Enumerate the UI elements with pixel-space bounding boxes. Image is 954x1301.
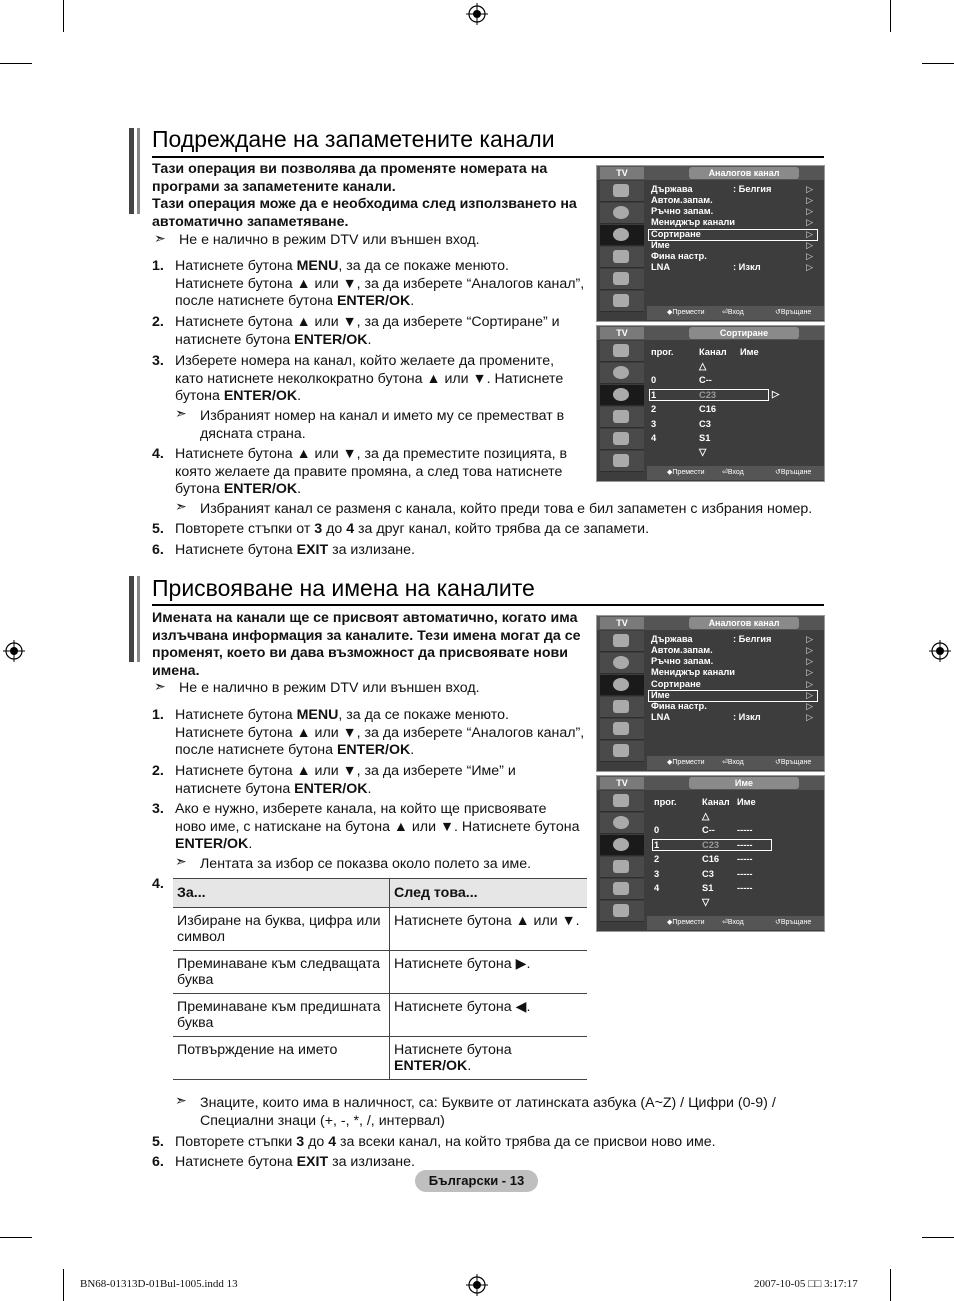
arrow-right-icon: ▷ (806, 645, 813, 655)
menu-item[interactable]: Ръчно запам. (651, 206, 714, 216)
channel-icon (600, 225, 644, 246)
channel-value: C16 (699, 404, 717, 414)
section-1-heading: Подреждане на запаметените канали (152, 126, 555, 152)
key-operations-table (173, 878, 587, 1080)
channel-value: C16 (702, 854, 720, 864)
name-value: ----- (737, 869, 753, 879)
step-number: 5. (152, 1134, 164, 1150)
prog-number: 0 (654, 825, 660, 835)
arrow-right-icon: ▷ (806, 195, 813, 205)
menu-item[interactable]: Държава : Белгия (651, 634, 772, 644)
support-icon (600, 451, 644, 472)
note-arrow-icon: ➣ (175, 498, 187, 514)
table-cell: Преминаване към предишната буква (173, 994, 390, 1037)
arrow-right-icon: ▷ (772, 389, 780, 399)
note-text: Избраният номер на канал и името му се преместват в дясната страна. (200, 408, 565, 442)
prog-number: 4 (651, 433, 657, 443)
tv-menu-analog-channel (596, 165, 825, 322)
step-2: Натиснете бутона ▲ или ▼, за да изберете “Име” и натиснете бутона ENTER/OK. (175, 763, 516, 797)
section-bar (129, 576, 134, 662)
menu-item[interactable]: LNA : Изкл (651, 262, 761, 272)
section-bar (137, 128, 140, 214)
input-icon (600, 879, 644, 900)
menu-item[interactable]: Автом.запам. (651, 645, 713, 655)
column-header-channel: Канал (699, 347, 727, 357)
intro-text: Тази операция ви позволява да променяте номерата на програми за запаметените канали. (152, 161, 548, 195)
arrow-right-icon: ▷ (806, 184, 813, 194)
note-arrow-icon: ➣ (154, 678, 166, 694)
arrow-right-icon: ▷ (806, 656, 813, 666)
menu-footer: ◆ Премести ⏎ Вход ↺ Връщане (647, 306, 824, 320)
setup-icon (600, 857, 644, 878)
step-3: Изберете номера на канал, който желаете да промените, като натиснете неколкократно бутона ▲ или ▼. Натиснете бутона ENTER/OK. (175, 353, 564, 404)
selection-highlight (649, 389, 769, 401)
menu-item[interactable]: Име (651, 690, 670, 700)
tv-label: TV (600, 777, 644, 789)
channel-icon (600, 835, 644, 856)
step-5: Повторете стъпки от 3 до 4 за друг канал, който трябва да се запамети. (175, 521, 650, 537)
arrow-right-icon: ▷ (806, 229, 813, 239)
prog-number: 2 (651, 404, 657, 414)
menu-item[interactable]: Държава : Белгия (651, 184, 772, 194)
crop-mark (0, 1237, 32, 1238)
section-bar (129, 128, 134, 214)
crop-mark (922, 63, 954, 64)
input-icon (600, 719, 644, 740)
section-2-heading: Присвояване на имена на каналите (152, 575, 535, 601)
registration-mark-icon (466, 3, 488, 25)
arrow-right-icon: ▷ (806, 634, 813, 644)
picture-icon (600, 631, 644, 652)
support-icon (600, 291, 644, 312)
crop-mark (63, 0, 64, 32)
sound-icon (600, 653, 644, 674)
crop-mark (922, 1237, 954, 1238)
page-number-label: Български - 13 (415, 1170, 538, 1192)
arrow-right-icon: ▷ (806, 240, 813, 250)
table-cell: Избиране на буква, цифра или символ (173, 908, 390, 951)
scroll-up-icon[interactable]: △ (699, 361, 707, 371)
step-number: 1. (152, 707, 164, 723)
channel-icon (600, 675, 644, 696)
sound-icon (600, 363, 644, 384)
menu-item[interactable]: Мениджър канали (651, 667, 736, 677)
menu-title: Аналогов канал (689, 617, 799, 629)
menu-item[interactable]: Фина настр. (651, 251, 707, 261)
channel-value: C3 (702, 869, 714, 879)
scroll-up-icon[interactable]: △ (702, 811, 710, 821)
tv-menu-name (596, 775, 825, 932)
tv-label: TV (600, 327, 644, 339)
step-3: Ако е нужно, изберете канала, на който ще присвоявате ново име, с натискане на бутона ▲ или ▼. Натиснете бутона ENTER/OK. (175, 801, 580, 852)
name-value: ----- (737, 883, 753, 893)
note-arrow-icon: ➣ (175, 853, 187, 869)
note-text: Лентата за избор се показва около полето за име. (200, 856, 532, 872)
tv-label: TV (600, 167, 644, 179)
step-number: 3. (152, 801, 164, 817)
step-number: 2. (152, 763, 164, 779)
menu-title: Аналогов канал (689, 167, 799, 179)
prog-number: 0 (651, 375, 657, 385)
table-header: За... (173, 879, 390, 908)
prog-number: 3 (654, 869, 660, 879)
crop-mark (0, 63, 32, 64)
prog-number: 4 (654, 883, 660, 893)
note-text: Избраният канал се разменя с канала, който преди това е бил запаметен с избрания номер. (200, 501, 813, 517)
column-header-name: Име (740, 347, 759, 357)
input-icon (600, 429, 644, 450)
table-cell: Натиснете бутона ENTER/OK. (390, 1037, 588, 1080)
channel-value: S1 (699, 433, 711, 443)
name-value: ----- (737, 825, 753, 835)
table-row (173, 951, 587, 994)
tv-menu-analog-channel (596, 615, 825, 772)
registration-mark-icon (3, 640, 25, 662)
arrow-right-icon: ▷ (806, 667, 813, 677)
menu-footer: ◆ Премести ⏎ Вход ↺ Връщане (647, 466, 824, 480)
footer-file-info: BN68-01313D-01Bul-1005.indd 13 (80, 1278, 238, 1290)
step-number: 4. (152, 446, 164, 462)
channel-value: C23 (702, 840, 720, 850)
menu-footer: ◆ Премести ⏎ Вход ↺ Връщане (647, 756, 824, 770)
selection-highlight (648, 690, 818, 702)
step-number: 3. (152, 353, 164, 369)
step-2: Натиснете бутона ▲ или ▼, за да изберете “Сортиране” и натиснете бутона ENTER/OK. (175, 314, 560, 348)
scroll-down-icon[interactable]: ▽ (699, 447, 707, 457)
channel-value: C23 (699, 390, 717, 400)
menu-item[interactable]: Сортиране (651, 679, 701, 689)
note-arrow-icon: ➣ (175, 1092, 187, 1108)
tv-menu-sort (596, 325, 825, 482)
crop-mark (890, 1269, 891, 1301)
step-1: Натиснете бутона MENU, за да се покаже менюто. Натиснете бутона ▲ или ▼, за да изберете “Аналогов канал”, после натиснете бутона ENTER/OK. (175, 707, 585, 758)
menu-item[interactable]: Фина настр. (651, 701, 707, 711)
arrow-right-icon: ▷ (806, 206, 813, 216)
note-text: Не е налично в режим DTV или външен вход. (179, 680, 480, 696)
crop-mark (890, 0, 891, 32)
registration-mark-icon (929, 640, 951, 662)
sound-icon (600, 813, 644, 834)
table-row (173, 908, 587, 951)
table-cell: Натиснете бутона ▶. (390, 951, 588, 994)
table-cell: Натиснете бутона ▲ или ▼. (390, 908, 588, 951)
note-text: Знаците, които има в наличност, са: Буквите от латинската азбука (A~Z) / Цифри (0-9) / Специални знаци (+, -, *, /, интервал) (200, 1095, 776, 1129)
arrow-right-icon: ▷ (806, 712, 813, 722)
step-number: 2. (152, 314, 164, 330)
prog-number: 1 (654, 840, 660, 850)
section-bar (137, 576, 140, 662)
arrow-right-icon: ▷ (806, 217, 813, 227)
note-arrow-icon: ➣ (175, 405, 187, 421)
name-value: ----- (737, 840, 753, 850)
arrow-right-icon: ▷ (806, 251, 813, 261)
menu-item[interactable]: Ръчно запам. (651, 656, 714, 666)
channel-value: S1 (702, 883, 714, 893)
picture-icon (600, 791, 644, 812)
step-number: 5. (152, 521, 164, 537)
selection-highlight (648, 229, 818, 241)
step-number: 6. (152, 1154, 164, 1170)
step-number: 6. (152, 542, 164, 558)
menu-title: Име (689, 777, 799, 789)
table-cell: Потвърждение на името (173, 1037, 390, 1080)
table-cell: Натиснете бутона ◀. (390, 994, 588, 1037)
step-6: Натиснете бутона EXIT за излизане. (175, 542, 415, 558)
footer-timestamp: 2007-10-05 □□ 3:17:17 (754, 1278, 858, 1290)
input-icon (600, 269, 644, 290)
note-text: Не е налично в режим DTV или външен вход. (179, 232, 480, 248)
step-4: Натиснете бутона ▲ или ▼, за да преместите позицията, в която желаете да правите промяна, а след това натиснете бутона ENTER/OK. (175, 446, 568, 497)
step-number: 1. (152, 258, 164, 274)
prog-number: 2 (654, 854, 660, 864)
name-value: ----- (737, 854, 753, 864)
menu-footer: ◆ Премести ⏎ Вход ↺ Връщане (647, 916, 824, 930)
heading-underline (152, 156, 824, 158)
channel-value: C3 (699, 419, 711, 429)
section-1-intro (152, 161, 592, 231)
table-cell: Преминаване към следващата буква (173, 951, 390, 994)
step-5: Повторете стъпки 3 до 4 за всеки канал, на който трябва да се присвои ново име. (175, 1134, 716, 1150)
heading-underline (152, 604, 824, 606)
arrow-right-icon: ▷ (806, 701, 813, 711)
table-header: След това... (390, 879, 588, 908)
menu-item[interactable]: LNA : Изкл (651, 712, 761, 722)
step-6: Натиснете бутона EXIT за излизане. (175, 1154, 415, 1170)
column-header-channel: Канал (702, 797, 730, 807)
picture-icon (600, 341, 644, 362)
sound-icon (600, 203, 644, 224)
note-arrow-icon: ➣ (154, 230, 166, 246)
arrow-right-icon: ▷ (806, 679, 813, 689)
crop-mark (63, 1269, 64, 1301)
menu-item[interactable]: Мениджър канали (651, 217, 736, 227)
menu-item[interactable]: Автом.запам. (651, 195, 713, 205)
prog-number: 1 (651, 390, 657, 400)
step-number: 4. (152, 876, 164, 892)
column-header-prog: прог. (654, 797, 677, 807)
menu-item[interactable]: Име (651, 240, 670, 250)
step-1: Натиснете бутона MENU, за да се покаже менюто. Натиснете бутона ▲ или ▼, за да изберете “Аналогов канал”, после натиснете бутона ENTER/OK. (175, 258, 585, 309)
prog-number: 3 (651, 419, 657, 429)
intro-text: Тази операция може да е необходима след използването на автоматично запаметяване. (152, 196, 577, 230)
channel-value: C-- (702, 825, 715, 835)
arrow-right-icon: ▷ (806, 262, 813, 272)
registration-mark-icon (466, 1274, 488, 1296)
column-header-prog: прог. (651, 347, 674, 357)
channel-icon (600, 385, 644, 406)
column-header-name: Име (737, 797, 756, 807)
setup-icon (600, 697, 644, 718)
menu-title: Сортиране (689, 327, 799, 339)
setup-icon (600, 407, 644, 428)
tv-label: TV (600, 617, 644, 629)
table-row (173, 994, 587, 1037)
section-2-intro: Имената на канали ще се присвоят автоматично, когато има излъчвана информация за каналите. Тези имена могат да се променят, което ви дава възможност да присвоявате нови имена. (152, 610, 581, 679)
channel-value: C-- (699, 375, 712, 385)
support-icon (600, 741, 644, 762)
selection-highlight (652, 839, 772, 851)
table-row (173, 1037, 587, 1080)
support-icon (600, 901, 644, 922)
scroll-down-icon[interactable]: ▽ (702, 897, 710, 907)
setup-icon (600, 247, 644, 268)
arrow-right-icon: ▷ (806, 690, 813, 700)
menu-item[interactable]: Сортиране (651, 229, 701, 239)
picture-icon (600, 181, 644, 202)
